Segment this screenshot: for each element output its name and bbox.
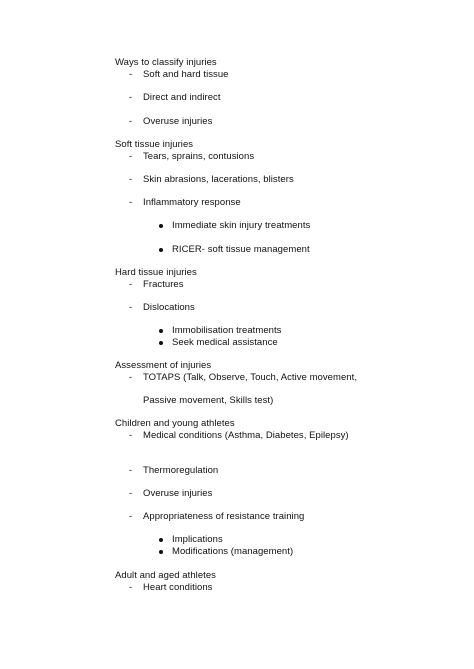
section-heading-classify: Ways to classify injuries (115, 57, 217, 68)
bullet-dot (159, 248, 163, 252)
bullet-dot (159, 341, 163, 345)
list-item: Overuse injuries (143, 488, 213, 499)
list-dash: - (129, 511, 133, 522)
list-item: Thermoregulation (143, 465, 219, 476)
list-dash: - (129, 372, 133, 383)
list-item: Tears, sprains, contusions (143, 151, 255, 162)
list-item: Fractures (143, 279, 184, 290)
list-item: Inflammatory response (143, 197, 241, 208)
list-item: Overuse injuries (143, 116, 213, 127)
section-heading-children: Children and young athletes (115, 418, 235, 429)
list-item: Medical conditions (Asthma, Diabetes, Epilepsy) (143, 430, 349, 441)
section-heading-soft-tissue: Soft tissue injuries (115, 139, 194, 150)
list-item: Dislocations (143, 302, 195, 313)
sub-list-item: Immobilisation treatments (172, 325, 282, 336)
sub-list-item: Implications (172, 534, 223, 545)
list-item: TOTAPS (Talk, Observe, Touch, Active movement, (143, 372, 358, 383)
list-item: Soft and hard tissue (143, 69, 229, 80)
list-dash: - (129, 488, 133, 499)
list-dash: - (129, 465, 133, 476)
list-item-continuation: Passive movement, Skills test) (143, 395, 274, 406)
sub-list-item: RICER- soft tissue management (172, 244, 310, 255)
list-dash: - (129, 116, 133, 127)
sub-list-item: Immediate skin injury treatments (172, 220, 311, 231)
list-dash: - (129, 197, 133, 208)
sub-list-item: Seek medical assistance (172, 337, 278, 348)
section-heading-assessment: Assessment of injuries (115, 360, 212, 371)
list-dash: - (129, 582, 133, 593)
list-dash: - (129, 430, 133, 441)
list-item: Direct and indirect (143, 92, 221, 103)
sub-list-item: Modifications (management) (172, 546, 294, 557)
section-heading-hard-tissue: Hard tissue injuries (115, 267, 197, 278)
bullet-dot (159, 329, 163, 333)
list-dash: - (129, 151, 133, 162)
list-dash: - (129, 69, 133, 80)
list-dash: - (129, 302, 133, 313)
list-item: Appropriateness of resistance training (143, 511, 305, 522)
bullet-dot (159, 538, 163, 542)
list-dash: - (129, 92, 133, 103)
list-item: Heart conditions (143, 582, 213, 593)
bullet-dot (159, 550, 163, 554)
section-heading-adult: Adult and aged athletes (115, 570, 216, 581)
bullet-dot (159, 224, 163, 228)
list-dash: - (129, 174, 133, 185)
list-dash: - (129, 279, 133, 290)
list-item: Skin abrasions, lacerations, blisters (143, 174, 294, 185)
